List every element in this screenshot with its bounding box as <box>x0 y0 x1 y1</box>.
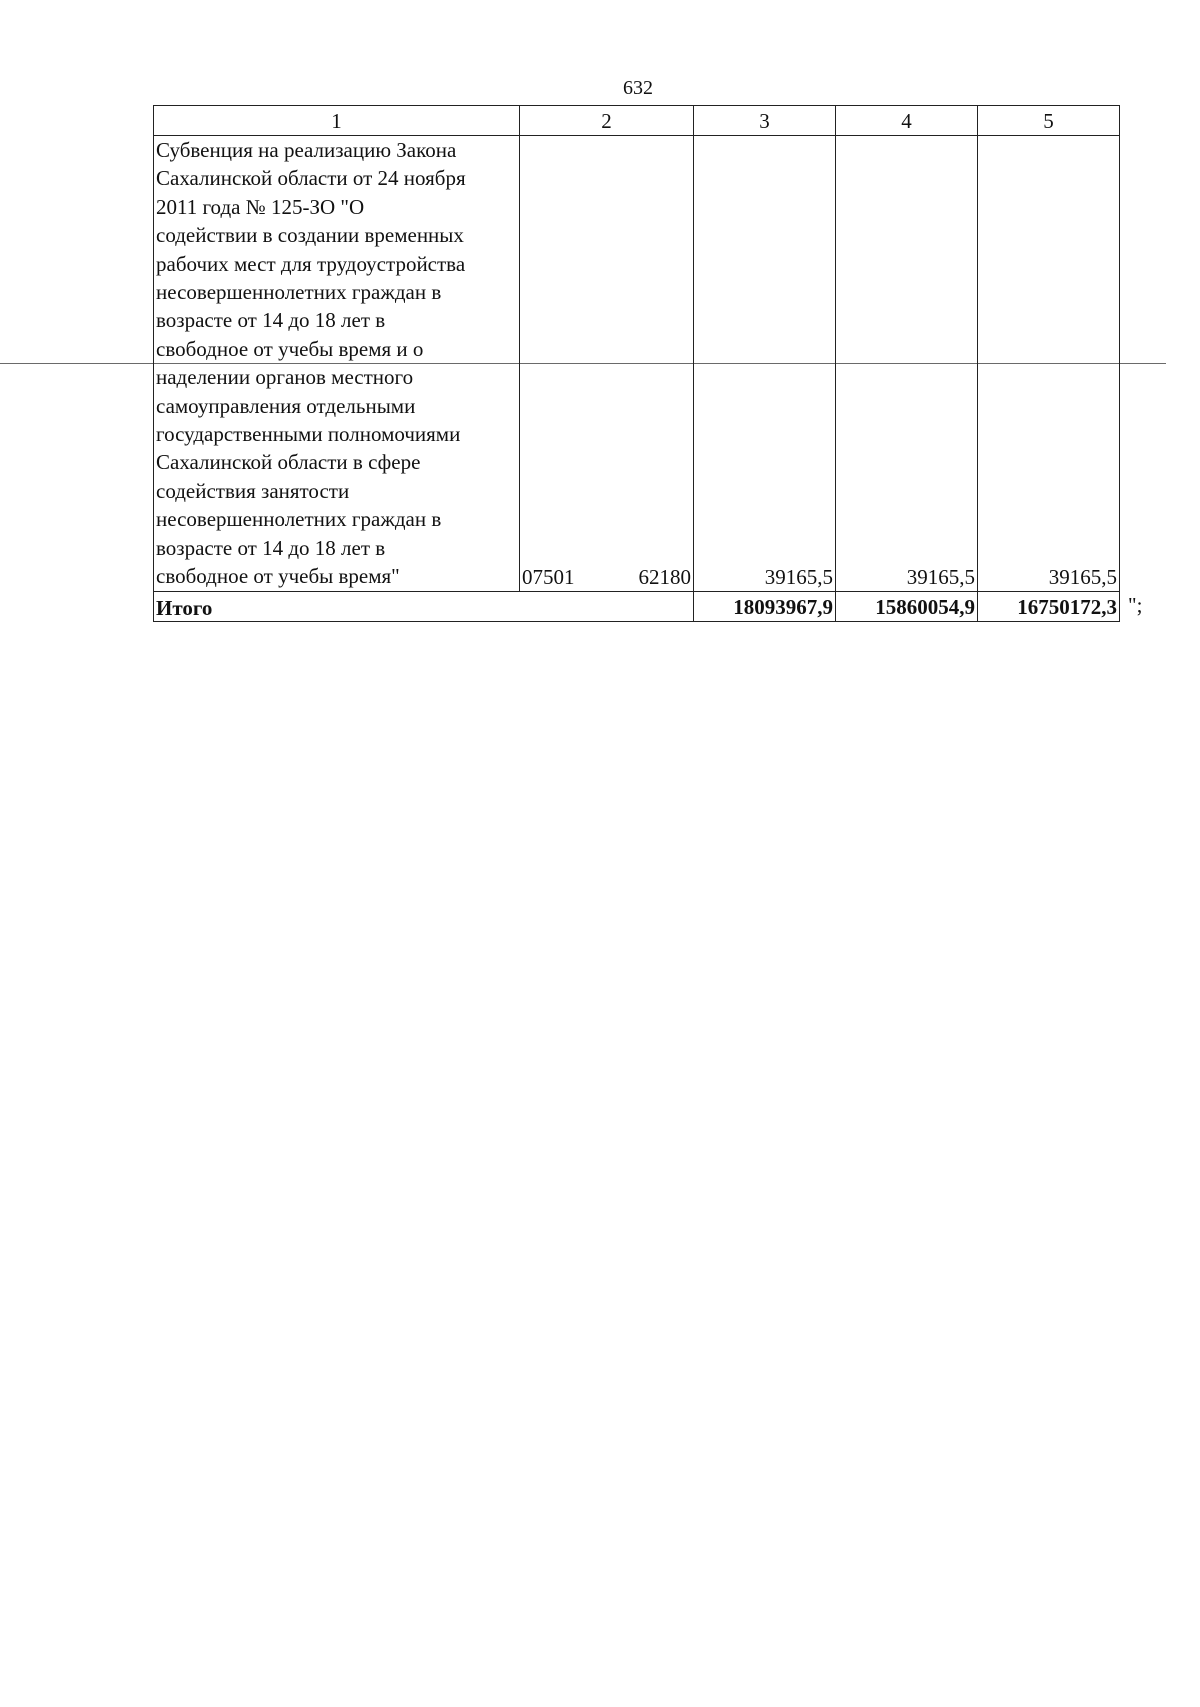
table-header-row <box>154 106 1120 136</box>
total-label: Итого <box>154 591 694 621</box>
description-line: свободное от учебы время и о <box>156 336 424 361</box>
column-header: 4 <box>836 106 978 136</box>
column-header: 2 <box>520 106 694 136</box>
row-value-col3: 39165,5 <box>694 136 836 592</box>
page-number: 632 <box>623 77 653 99</box>
description-line: возрасте от 14 до 18 лет в <box>156 535 386 560</box>
code-part-1: 07501 <box>522 564 575 589</box>
description-line: содействии в создании временных <box>156 223 464 248</box>
description-line: Сахалинской области в сфере <box>156 450 421 475</box>
row-value-col4: 39165,5 <box>836 136 978 592</box>
table-row <box>154 136 1120 592</box>
closing-quote-mark: "; <box>1128 593 1143 617</box>
row-value-col5: 39165,5 <box>978 136 1120 592</box>
row-code <box>520 136 694 592</box>
description-line: 2011 года № 125-ЗО "О <box>156 194 365 219</box>
description-line: наделении органов местного <box>156 365 414 390</box>
description-line: свободное от учебы время" <box>156 564 400 589</box>
budget-table <box>153 105 1120 622</box>
description-line: государственными полномочиями <box>156 422 461 447</box>
description-line: несовершеннолетних граждан в <box>156 280 442 305</box>
column-header: 5 <box>978 106 1120 136</box>
description-line: Субвенция на реализацию Закона <box>156 138 457 162</box>
total-value-col3: 18093967,9 <box>694 591 836 621</box>
total-row <box>154 591 1120 621</box>
code-part-2: 62180 <box>638 564 691 589</box>
description-line: несовершеннолетних граждан в <box>156 507 442 532</box>
column-header: 3 <box>694 106 836 136</box>
row-description <box>154 136 520 592</box>
description-line: рабочих мест для трудоустройства <box>156 251 466 276</box>
description-line: возрасте от 14 до 18 лет в <box>156 308 386 333</box>
column-header: 1 <box>154 106 520 136</box>
description-line: содействия занятости <box>156 478 350 503</box>
total-value-col5: 16750172,3 <box>978 591 1120 621</box>
description-line: самоуправления отдельными <box>156 393 416 418</box>
description-line: Сахалинской области от 24 ноября <box>156 166 466 191</box>
total-value-col4: 15860054,9 <box>836 591 978 621</box>
